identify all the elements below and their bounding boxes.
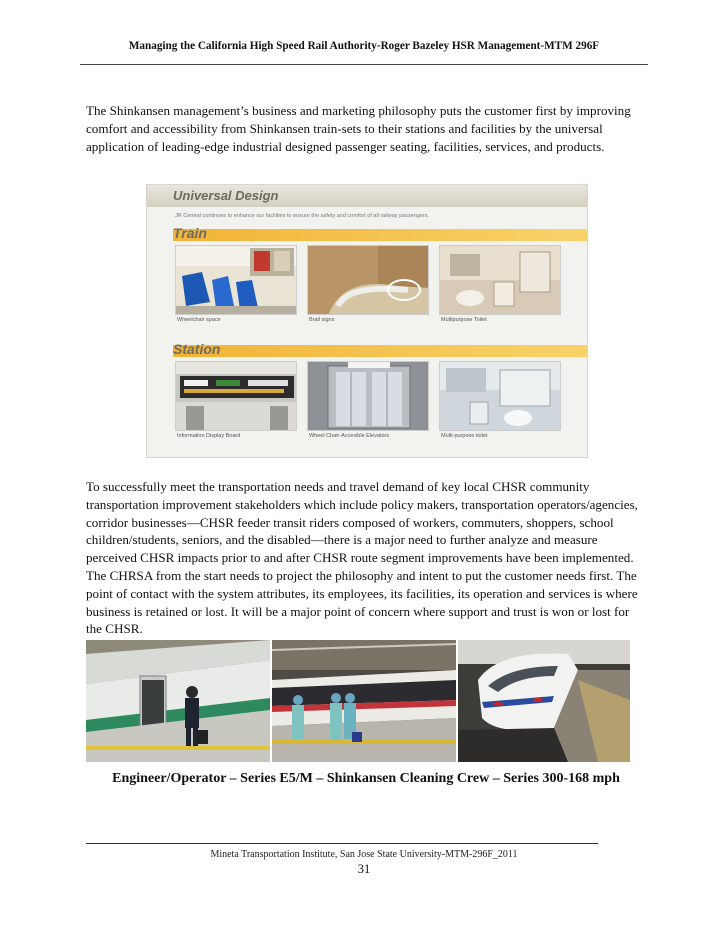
photo-caption: Engineer/Operator – Series E5/M – Shinkansen Cleaning Crew – Series 300-168 mph (112, 771, 620, 786)
caption-wheelchair-space: Wheelchair space (177, 317, 221, 323)
brail-signs-photo (307, 245, 429, 315)
universal-design-title: Universal Design (147, 185, 588, 207)
multi-purpose-toilet-photo (439, 361, 561, 431)
caption-information-display-board: Information Display Board (177, 433, 241, 439)
caption-brail-signs: Brail signs (309, 317, 335, 323)
information-display-board-photo (175, 361, 297, 431)
universal-design-figure (146, 184, 588, 458)
paragraph-intro: The Shinkansen management’s business and marketing philosophy puts the customer first by improving comfort and accessibility from Shinkansen train-sets to their stations and facilities by the universal application of leading-edge industrial designed passenger seating, facilities, services, and products. (86, 103, 631, 154)
footer-text: Mineta Transportation Institute, San Jose State University-MTM-296F_2011 (210, 849, 518, 860)
multipurpose-toilet-photo (439, 245, 561, 315)
footer-divider (86, 843, 598, 844)
caption-multipurpose-toilet: Multipurpose Toilet (441, 317, 487, 323)
running-header: Managing the California High Speed Rail Authority-Roger Bazeley HSR Management-MTM 296F (128, 40, 600, 52)
station-label: Station (173, 341, 221, 357)
paragraph-stakeholders: To successfully meet the transportation needs and travel demand of key local CHSR community transportation improvement stakeholders which include policy makers, transportation operators/agencies, corridor businesses—CHSR feeder transit riders composed of workers, commuters, shoppers, school children/students, seniors, and the disabled—there is a major need to further analyze and measure perceived CHSR impacts prior to and after CHSR route segment improvements have been implemented. The CHRSA from the start needs to project the philosophy and intent to put the customer needs first. The point of contact with the system attributes, its employees, its facilities, its operation and services is where business is retained or lost. It will be a major point of concern where support and trust is won or lost for the CHSR. (86, 479, 638, 637)
page-number: 31 (357, 862, 371, 876)
universal-design-subtitle: JR Central continues to enhance our facilities to ensure the safety and comfort of all railway passengers. (175, 213, 430, 219)
station-band (173, 345, 587, 357)
train-band (173, 229, 587, 241)
header-divider (80, 64, 648, 65)
cleaning-crew-photo (272, 640, 456, 762)
elevators-photo (307, 361, 429, 431)
series-300-photo (458, 640, 630, 762)
engineer-e5-photo (86, 640, 270, 762)
wheelchair-space-photo (175, 245, 297, 315)
caption-elevators: Wheel Chair-Accesible Elevators (309, 433, 390, 439)
caption-multi-purpose-toilet: Multi-purpose toilet (441, 433, 488, 439)
train-label: Train (173, 225, 207, 241)
